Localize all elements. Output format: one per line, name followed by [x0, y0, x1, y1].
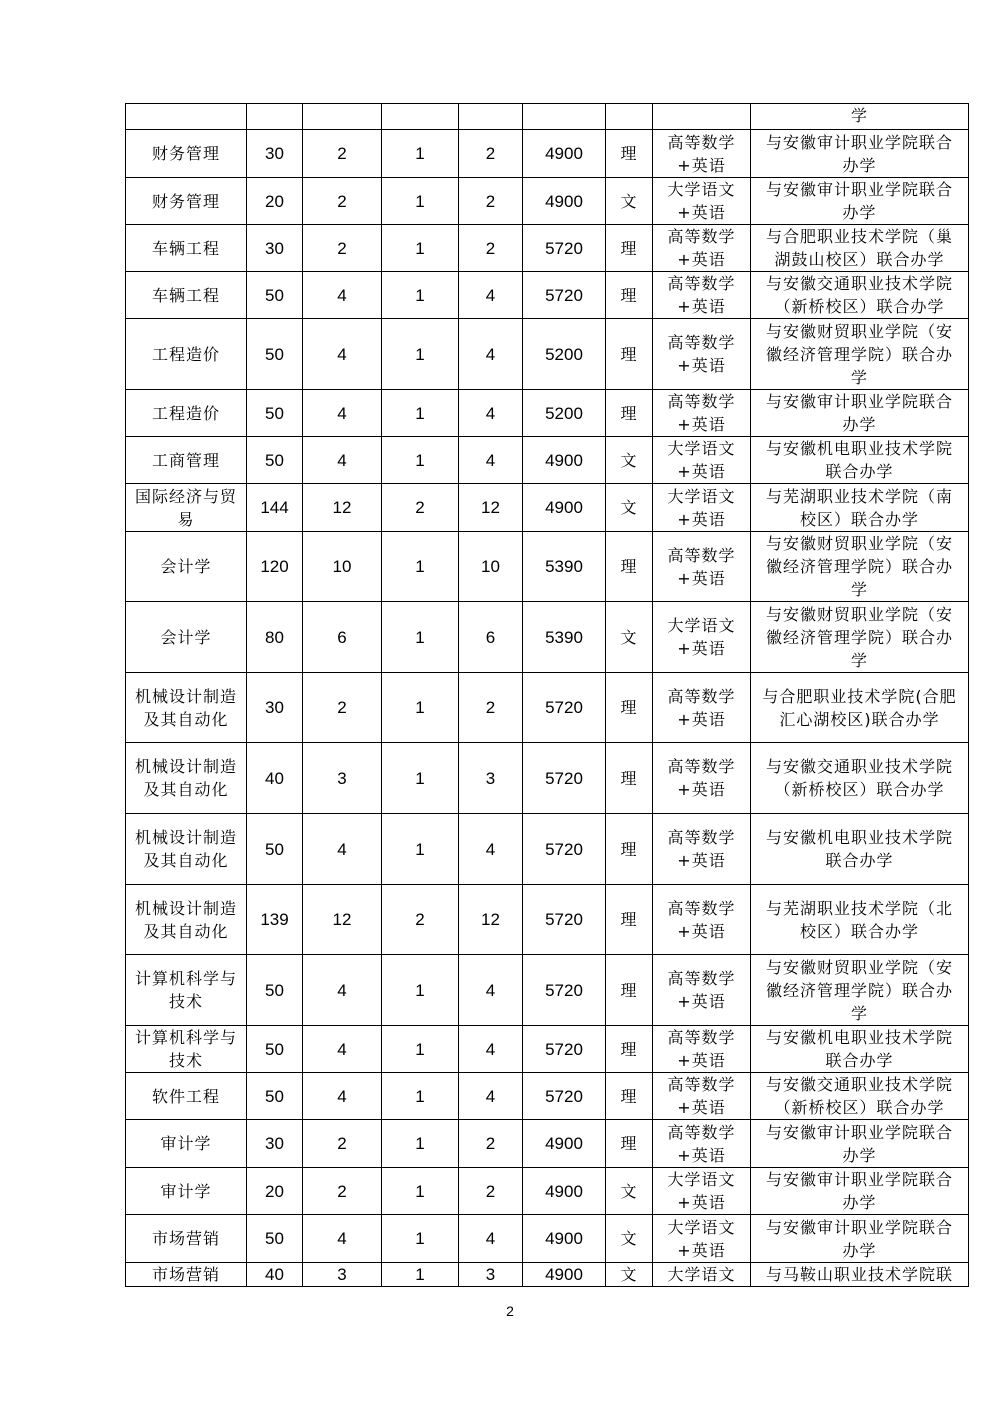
note-cell: 与安徽审计职业学院联合办学: [751, 1215, 969, 1263]
major-cell: 车辆工程: [126, 272, 247, 319]
count-cell: 4: [459, 390, 523, 437]
note-cell: 与安徽机电职业技术学院联合办学: [751, 1026, 969, 1073]
count-cell: 3: [459, 743, 523, 814]
count-cell: 1: [382, 814, 459, 885]
plan-cell: 20: [247, 1168, 303, 1215]
note-cell: 与合肥职业技术学院(合肥汇心湖校区)联合办学: [751, 673, 969, 743]
fee-cell: 4900: [523, 437, 606, 484]
subjects-cell: 大学语文+英语: [653, 1168, 751, 1215]
count-cell: 1: [382, 1168, 459, 1215]
subjects-cell: 高等数学+英语: [653, 130, 751, 178]
table-row: [126, 955, 969, 1026]
count-cell: 2: [303, 225, 382, 272]
major-cell: 市场营销: [126, 1263, 247, 1287]
plan-cell: 50: [247, 1073, 303, 1120]
table-row: [126, 673, 969, 743]
major-cell: 软件工程: [126, 1073, 247, 1120]
count-cell: 4: [303, 319, 382, 390]
cell: [459, 104, 523, 130]
category-cell: 理: [606, 130, 653, 178]
plan-cell: 50: [247, 390, 303, 437]
category-cell: 理: [606, 814, 653, 885]
plan-cell: 20: [247, 178, 303, 225]
count-cell: 4: [459, 814, 523, 885]
count-cell: 1: [382, 225, 459, 272]
category-cell: 理: [606, 673, 653, 743]
count-cell: 12: [459, 885, 523, 955]
plan-cell: 50: [247, 1215, 303, 1263]
fee-cell: 5720: [523, 1073, 606, 1120]
major-cell: 市场营销: [126, 1215, 247, 1263]
table-row: [126, 225, 969, 272]
subjects-cell: 大学语文: [653, 1263, 751, 1287]
note-cell: 与芜湖职业技术学院（北校区）联合办学: [751, 885, 969, 955]
subjects-cell: 大学语文+英语: [653, 1215, 751, 1263]
category-cell: 文: [606, 484, 653, 532]
category-cell: 文: [606, 437, 653, 484]
count-cell: 1: [382, 743, 459, 814]
fee-cell: 5200: [523, 390, 606, 437]
table-row: [126, 814, 969, 885]
subjects-cell: 大学语文+英语: [653, 602, 751, 673]
note-cell: 与合肥职业技术学院（巢湖鼓山校区）联合办学: [751, 225, 969, 272]
subjects-cell: 高等数学+英语: [653, 390, 751, 437]
subjects-cell: 高等数学+英语: [653, 743, 751, 814]
cell: [303, 104, 382, 130]
category-cell: 理: [606, 532, 653, 602]
fee-cell: 4900: [523, 1120, 606, 1168]
count-cell: 2: [459, 673, 523, 743]
count-cell: 2: [382, 885, 459, 955]
fee-cell: 5720: [523, 743, 606, 814]
fee-cell: 5720: [523, 673, 606, 743]
plan-cell: 30: [247, 673, 303, 743]
note-cell: 与安徽审计职业学院联合办学: [751, 130, 969, 178]
fee-cell: 5720: [523, 814, 606, 885]
count-cell: 2: [303, 673, 382, 743]
category-cell: 理: [606, 885, 653, 955]
cell: [247, 104, 303, 130]
subjects-cell: 高等数学+英语: [653, 673, 751, 743]
note-cell: 与安徽交通职业技术学院（新桥校区）联合办学: [751, 743, 969, 814]
plan-cell: 40: [247, 743, 303, 814]
count-cell: 4: [459, 437, 523, 484]
plan-cell: 50: [247, 319, 303, 390]
subjects-cell: 高等数学+英语: [653, 1120, 751, 1168]
count-cell: 2: [459, 1168, 523, 1215]
fee-cell: 5720: [523, 955, 606, 1026]
note-cell: 与安徽审计职业学院联合办学: [751, 1168, 969, 1215]
fee-cell: 5390: [523, 532, 606, 602]
table-row: [126, 130, 969, 178]
plan-cell: 40: [247, 1263, 303, 1287]
cell: [606, 104, 653, 130]
count-cell: 12: [303, 484, 382, 532]
subjects-cell: 高等数学+英语: [653, 814, 751, 885]
plan-cell: 50: [247, 814, 303, 885]
count-cell: 2: [459, 225, 523, 272]
count-cell: 4: [303, 390, 382, 437]
count-cell: 2: [303, 178, 382, 225]
cell: [653, 104, 751, 130]
count-cell: 1: [382, 437, 459, 484]
category-cell: 文: [606, 1263, 653, 1287]
cell: [523, 104, 606, 130]
category-cell: 理: [606, 1120, 653, 1168]
subjects-cell: 高等数学+英语: [653, 1073, 751, 1120]
fee-cell: 4900: [523, 1215, 606, 1263]
page-number: 2: [506, 1303, 514, 1319]
fee-cell: 5720: [523, 885, 606, 955]
count-cell: 1: [382, 1215, 459, 1263]
count-cell: 2: [303, 1168, 382, 1215]
count-cell: 3: [303, 1263, 382, 1287]
fee-cell: 5720: [523, 1026, 606, 1073]
subjects-cell: 高等数学+英语: [653, 1026, 751, 1073]
count-cell: 12: [459, 484, 523, 532]
subjects-cell: 高等数学+英语: [653, 885, 751, 955]
plan-cell: 30: [247, 1120, 303, 1168]
count-cell: 2: [459, 1120, 523, 1168]
fee-cell: 5200: [523, 319, 606, 390]
major-cell: 计算机科学与技术: [126, 1026, 247, 1073]
plan-cell: 30: [247, 130, 303, 178]
table-row-continued: [126, 104, 969, 130]
count-cell: 1: [382, 130, 459, 178]
major-cell: 工程造价: [126, 319, 247, 390]
count-cell: 1: [382, 390, 459, 437]
count-cell: 1: [382, 1026, 459, 1073]
count-cell: 4: [303, 1026, 382, 1073]
count-cell: 1: [382, 602, 459, 673]
count-cell: 4: [459, 955, 523, 1026]
subjects-cell: 高等数学+英语: [653, 272, 751, 319]
table-row: [126, 1026, 969, 1073]
count-cell: 2: [459, 178, 523, 225]
count-cell: 1: [382, 955, 459, 1026]
table-row: [126, 1168, 969, 1215]
note-cell: 与安徽审计职业学院联合办学: [751, 178, 969, 225]
category-cell: 文: [606, 1168, 653, 1215]
note-cell: 与安徽机电职业技术学院联合办学: [751, 437, 969, 484]
table-row: [126, 437, 969, 484]
count-cell: 4: [303, 1215, 382, 1263]
count-cell: 1: [382, 1120, 459, 1168]
fee-cell: 4900: [523, 484, 606, 532]
plan-cell: 50: [247, 437, 303, 484]
count-cell: 2: [303, 1120, 382, 1168]
count-cell: 6: [459, 602, 523, 673]
count-cell: 10: [303, 532, 382, 602]
table-row: [126, 1073, 969, 1120]
major-cell: 工商管理: [126, 437, 247, 484]
subjects-cell: 高等数学+英语: [653, 225, 751, 272]
count-cell: 3: [459, 1263, 523, 1287]
table-row: [126, 602, 969, 673]
fee-cell: 4900: [523, 1263, 606, 1287]
count-cell: 4: [303, 814, 382, 885]
table-row: [126, 1263, 969, 1287]
category-cell: 理: [606, 743, 653, 814]
table-row: [126, 1120, 969, 1168]
category-cell: 理: [606, 1026, 653, 1073]
major-cell: 财务管理: [126, 130, 247, 178]
fee-cell: 5720: [523, 225, 606, 272]
subjects-cell: 大学语文+英语: [653, 178, 751, 225]
major-cell: 机械设计制造及其自动化: [126, 814, 247, 885]
cell: [382, 104, 459, 130]
major-cell: 审计学: [126, 1120, 247, 1168]
count-cell: 4: [459, 1026, 523, 1073]
major-cell: 会计学: [126, 532, 247, 602]
count-cell: 1: [382, 532, 459, 602]
note-cell: 与安徽财贸职业学院（安徽经济管理学院）联合办学: [751, 602, 969, 673]
count-cell: 4: [303, 437, 382, 484]
table-row: [126, 1215, 969, 1263]
table-row: [126, 272, 969, 319]
enrollment-table: [125, 103, 969, 1287]
category-cell: 理: [606, 1073, 653, 1120]
table-row: [126, 532, 969, 602]
subjects-cell: 高等数学+英语: [653, 319, 751, 390]
note-cell: 与马鞍山职业技术学院联: [751, 1263, 969, 1287]
fee-cell: 4900: [523, 178, 606, 225]
table-row: [126, 390, 969, 437]
note-cell: 与安徽财贸职业学院（安徽经济管理学院）联合办学: [751, 955, 969, 1026]
major-cell: 会计学: [126, 602, 247, 673]
count-cell: 1: [382, 272, 459, 319]
plan-cell: 120: [247, 532, 303, 602]
count-cell: 4: [303, 1073, 382, 1120]
note-cell: 与安徽交通职业技术学院（新桥校区）联合办学: [751, 1073, 969, 1120]
subjects-cell: 高等数学+英语: [653, 532, 751, 602]
category-cell: 文: [606, 178, 653, 225]
major-cell: 机械设计制造及其自动化: [126, 673, 247, 743]
major-cell: 审计学: [126, 1168, 247, 1215]
major-cell: 计算机科学与技术: [126, 955, 247, 1026]
count-cell: 3: [303, 743, 382, 814]
major-cell: 机械设计制造及其自动化: [126, 885, 247, 955]
table-row: [126, 319, 969, 390]
count-cell: 4: [303, 955, 382, 1026]
count-cell: 1: [382, 178, 459, 225]
category-cell: 理: [606, 390, 653, 437]
table-row: [126, 885, 969, 955]
note-cell: 与安徽交通职业技术学院（新桥校区）联合办学: [751, 272, 969, 319]
subjects-cell: 大学语文+英语: [653, 484, 751, 532]
category-cell: 理: [606, 225, 653, 272]
count-cell: 2: [303, 130, 382, 178]
category-cell: 理: [606, 319, 653, 390]
table-row: [126, 178, 969, 225]
plan-cell: 50: [247, 955, 303, 1026]
count-cell: 2: [382, 484, 459, 532]
count-cell: 4: [459, 1215, 523, 1263]
note-cell: 与安徽审计职业学院联合办学: [751, 1120, 969, 1168]
category-cell: 理: [606, 955, 653, 1026]
note-cell: 与安徽财贸职业学院（安徽经济管理学院）联合办学: [751, 532, 969, 602]
count-cell: 4: [459, 1073, 523, 1120]
count-cell: 12: [303, 885, 382, 955]
count-cell: 1: [382, 1073, 459, 1120]
major-cell: 国际经济与贸易: [126, 484, 247, 532]
fee-cell: 5720: [523, 272, 606, 319]
cell: [126, 104, 247, 130]
plan-cell: 50: [247, 272, 303, 319]
count-cell: 4: [459, 272, 523, 319]
category-cell: 文: [606, 602, 653, 673]
count-cell: 2: [459, 130, 523, 178]
table-row: [126, 484, 969, 532]
plan-cell: 144: [247, 484, 303, 532]
count-cell: 1: [382, 1263, 459, 1287]
table-row: [126, 743, 969, 814]
plan-cell: 139: [247, 885, 303, 955]
subjects-cell: 大学语文+英语: [653, 437, 751, 484]
fee-cell: 4900: [523, 1168, 606, 1215]
major-cell: 财务管理: [126, 178, 247, 225]
category-cell: 理: [606, 272, 653, 319]
note-cell: 与安徽审计职业学院联合办学: [751, 390, 969, 437]
major-cell: 机械设计制造及其自动化: [126, 743, 247, 814]
note-cell: 与芜湖职业技术学院（南校区）联合办学: [751, 484, 969, 532]
subjects-cell: 高等数学+英语: [653, 955, 751, 1026]
count-cell: 1: [382, 319, 459, 390]
category-cell: 文: [606, 1215, 653, 1263]
major-cell: 工程造价: [126, 390, 247, 437]
fee-cell: 4900: [523, 130, 606, 178]
count-cell: 6: [303, 602, 382, 673]
count-cell: 1: [382, 673, 459, 743]
count-cell: 10: [459, 532, 523, 602]
plan-cell: 50: [247, 1026, 303, 1073]
major-cell: 车辆工程: [126, 225, 247, 272]
note-cell: 与安徽财贸职业学院（安徽经济管理学院）联合办学: [751, 319, 969, 390]
count-cell: 4: [459, 319, 523, 390]
note-cell: 学: [751, 104, 969, 130]
note-cell: 与安徽机电职业技术学院联合办学: [751, 814, 969, 885]
plan-cell: 30: [247, 225, 303, 272]
plan-cell: 80: [247, 602, 303, 673]
fee-cell: 5390: [523, 602, 606, 673]
count-cell: 4: [303, 272, 382, 319]
